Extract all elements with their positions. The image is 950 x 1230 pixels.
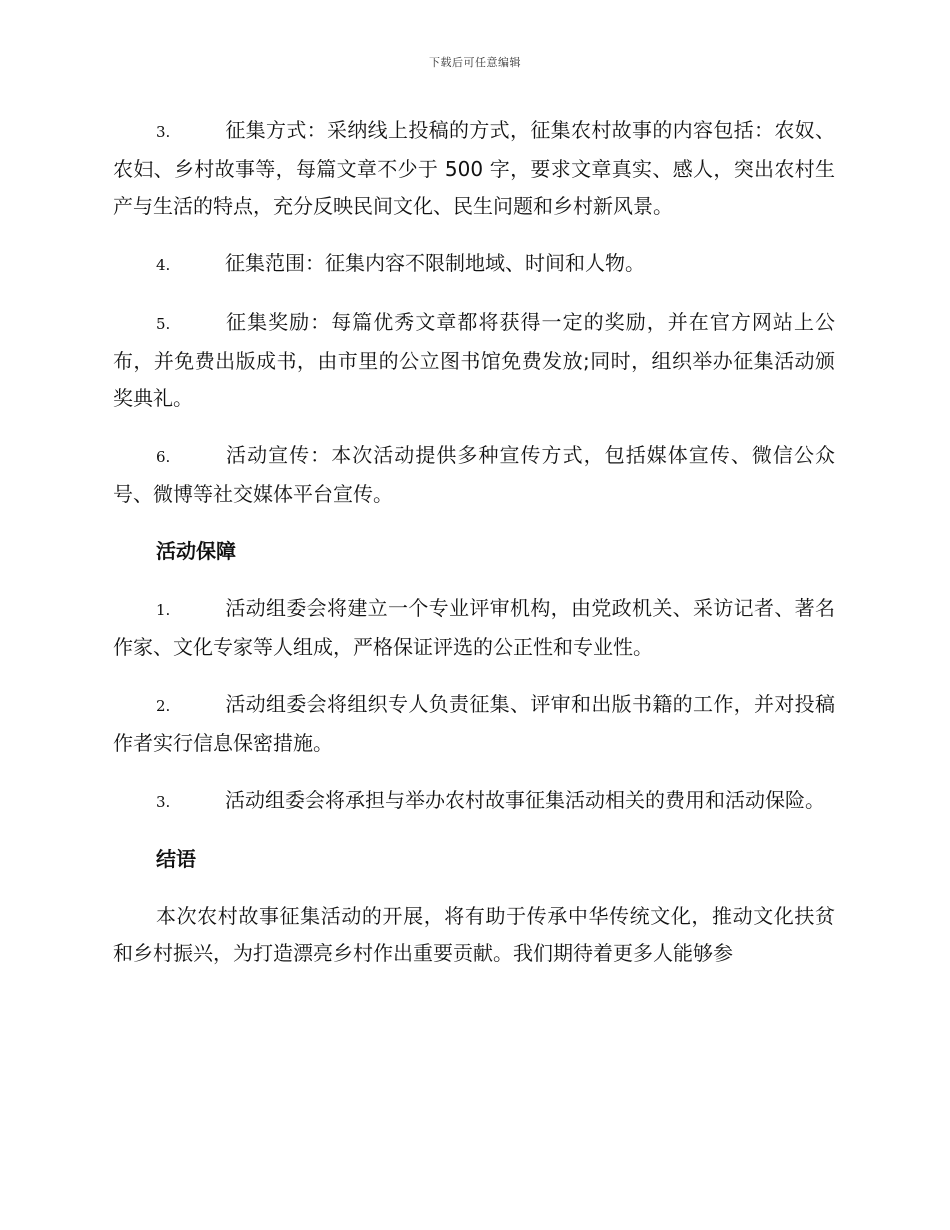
list-text: 活动宣传：本次活动提供多种宣传方式，包括媒体宣传、微信公众号、微博等社交媒体平台宣传。 [113, 443, 835, 506]
section-heading-guarantee: 活动保障 [156, 539, 236, 563]
conclusion-paragraph: 本次农村故事征集活动的开展，将有助于传承中华传统文化，推动文化扶贫和乡村振兴，为打造漂亮乡村作出重要贡献。我们期待着更多人能够参 [113, 904, 835, 965]
section-heading-conclusion: 结语 [156, 847, 196, 871]
list-item [113, 686, 835, 762]
list-item [113, 782, 835, 821]
list-number: 3. [156, 123, 171, 141]
document-body [113, 112, 835, 992]
list-item [113, 590, 835, 666]
header-note: 下载后可任意编辑 [429, 56, 521, 69]
list-text: 活动组委会将建立一个专业评审机构，由党政机关、采访记者、著名作家、文化专家等人组成，严格保证评选的公正性和专业性。 [113, 596, 835, 659]
list-number: 6. [156, 448, 171, 466]
list-number: 1. [156, 601, 171, 619]
list-text: 征集方式：采纳线上投稿的方式，征集农村故事的内容包括：农奴、农妇、乡村故事等，每篇文章不少于 500 字，要求文章真实、感人，突出农村生产与生活的特点，充分反映民间文化、民生问题和乡村新风景。 [113, 118, 835, 218]
list-item [113, 245, 835, 284]
list-number: 5. [156, 315, 171, 333]
list-item [113, 112, 835, 225]
list-text: 活动组委会将承担与举办农村故事征集活动相关的费用和活动保险。 [225, 788, 825, 812]
list-text: 征集奖励：每篇优秀文章都将获得一定的奖励，并在官方网站上公布，并免费出版成书，由市里的公立图书馆免费发放;同时，组织举办征集活动颁奖典礼。 [113, 310, 835, 410]
list-text: 征集范围：征集内容不限制地域、时间和人物。 [225, 251, 645, 275]
list-item [113, 437, 835, 513]
list-number: 2. [156, 697, 171, 715]
list-text: 活动组委会将组织专人负责征集、评审和出版书籍的工作，并对投稿作者实行信息保密措施。 [113, 692, 835, 755]
list-number: 3. [156, 793, 171, 811]
list-item [113, 304, 835, 417]
list-number: 4. [156, 256, 171, 274]
